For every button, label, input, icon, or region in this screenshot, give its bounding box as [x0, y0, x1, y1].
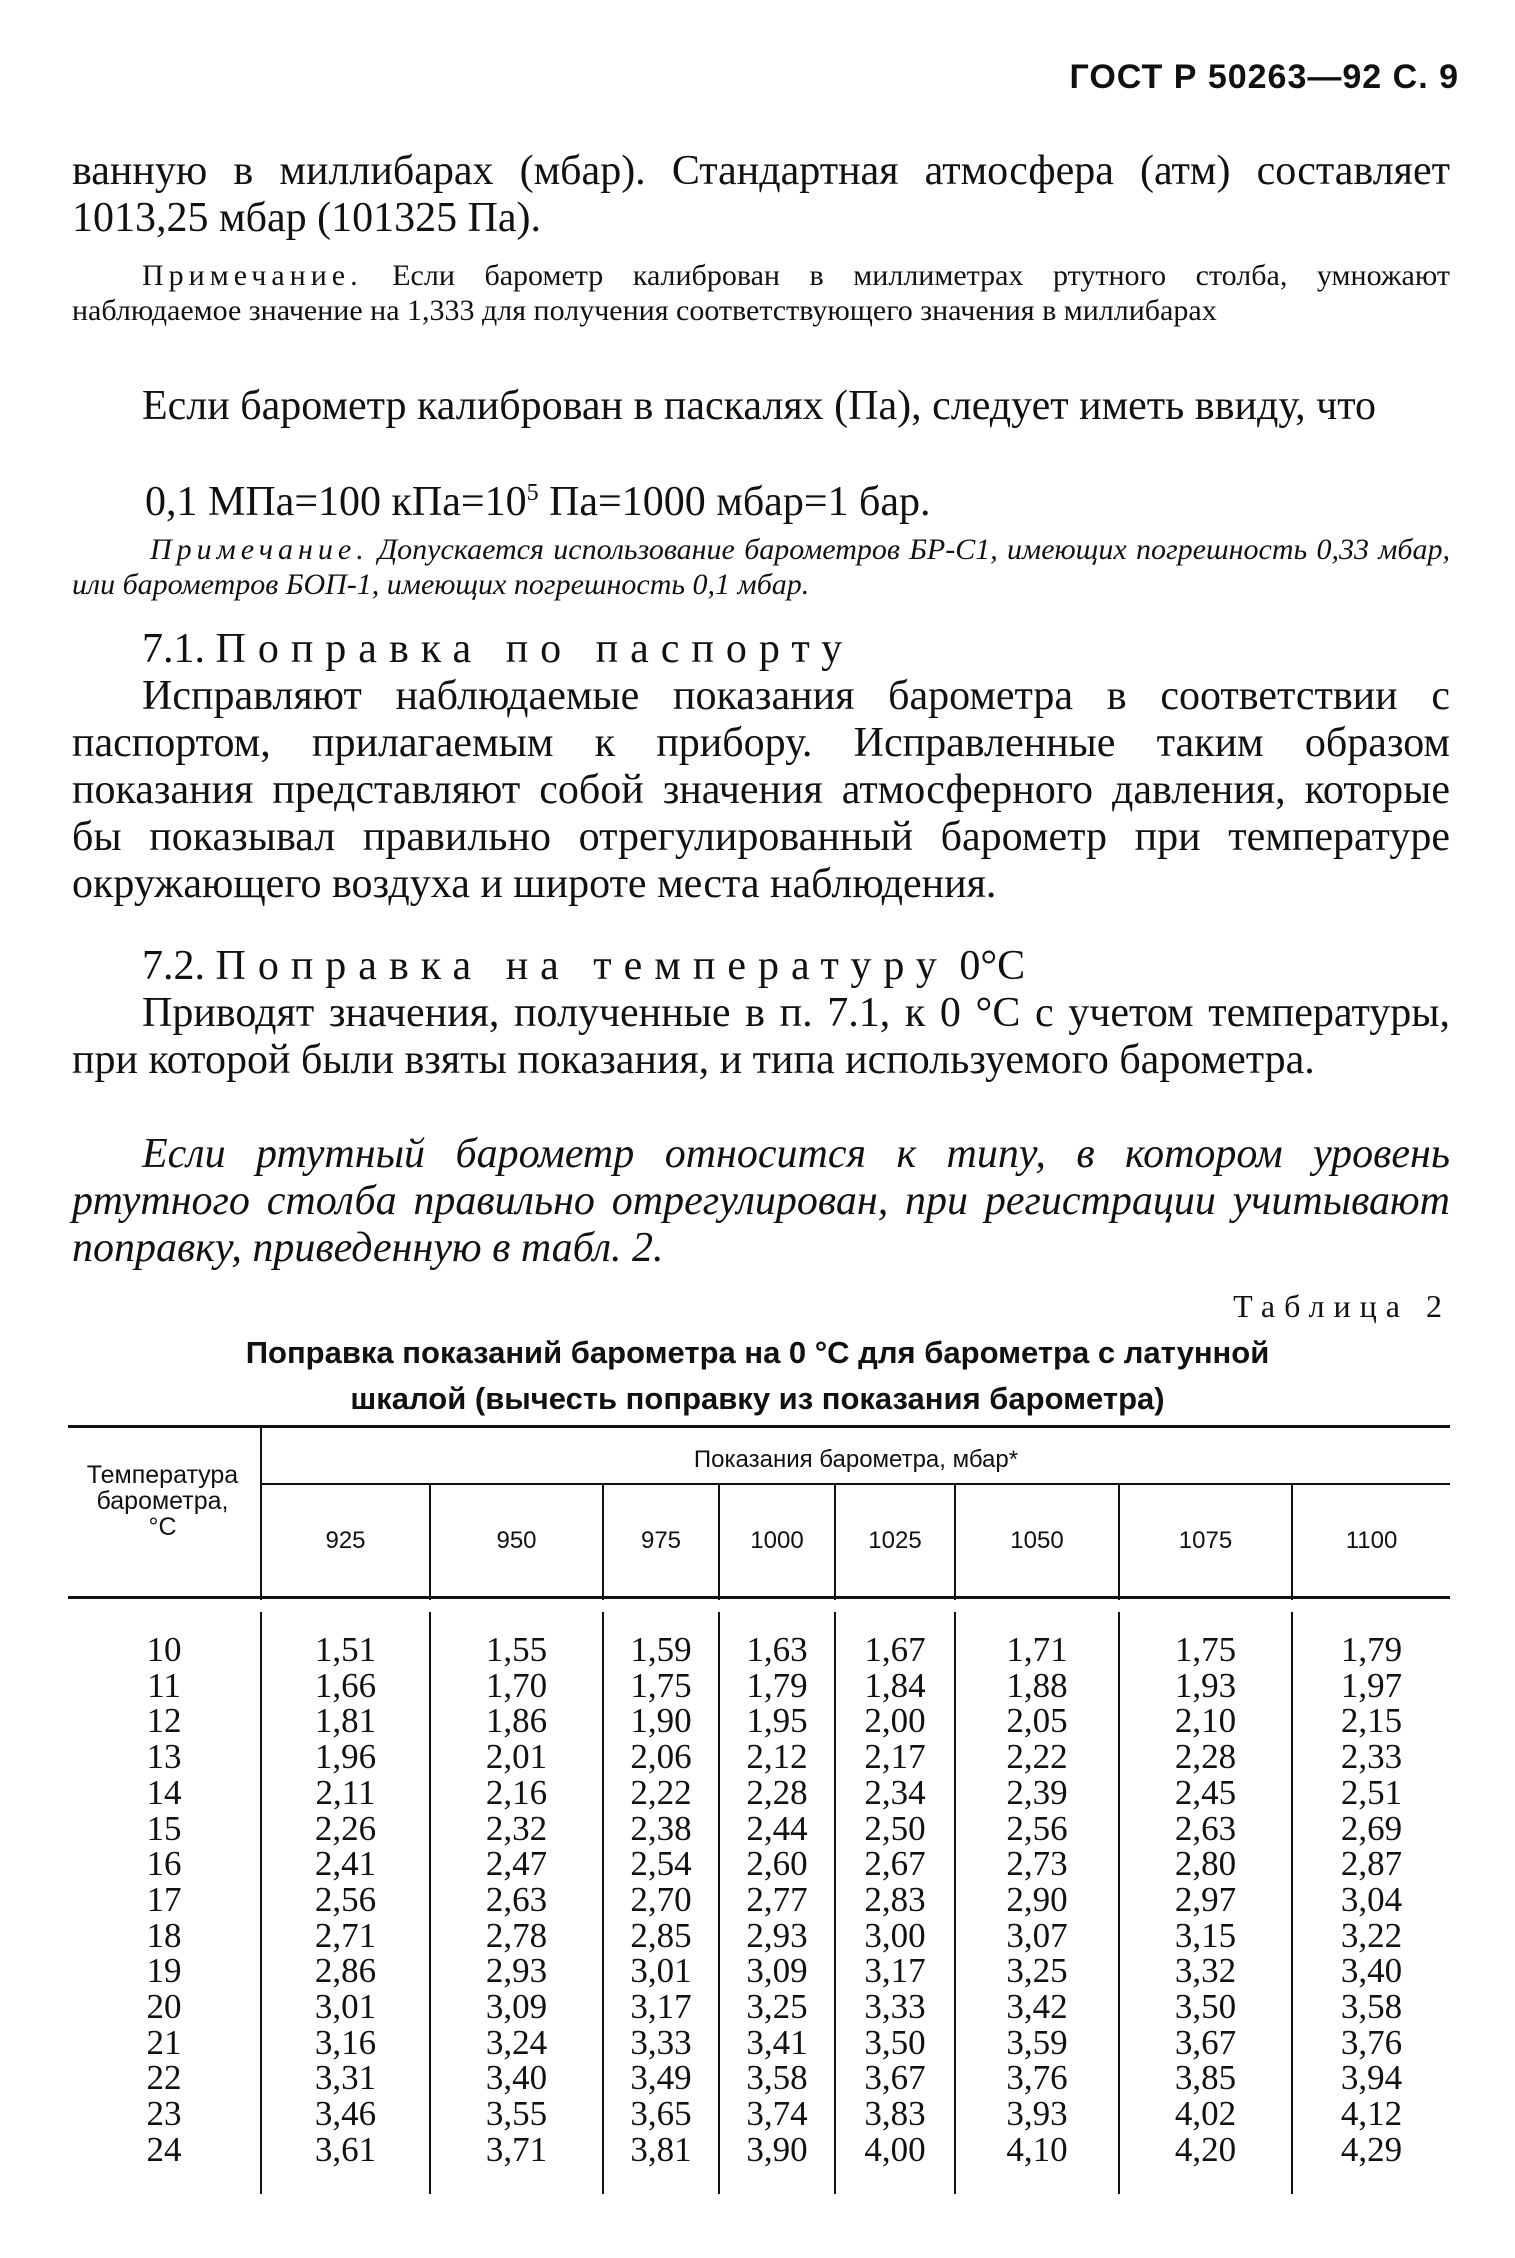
note-barometer-text: Допускается использование барометров БР-С1, имеющих погрешность 0,33 мбар, или барометров БОП-1, имеющих погрешность 0,1 мбар. — [72, 533, 1451, 601]
table-value-cell: 3,09 — [746, 1951, 808, 1991]
table-temperature-cell: 18 — [146, 1915, 182, 1955]
paragraph-standard-atmosphere: ванную в миллибарах (мбар). Стандартная атмосфера (атм) составляет 1013,25 мбар (101325 Па). — [72, 148, 1450, 241]
table-value-cell: 3,67 — [1174, 2022, 1237, 2062]
table-value-cell: 1,93 — [1174, 1665, 1237, 1705]
table-value-cell: 2,63 — [485, 1879, 548, 1919]
section-7-2-italic-text: Если ртутный барометр относится к типу, в котором уровень ртутного столба правильно отрегулирован, при регистрации учитывают поправку, приведенную в табл. 2. — [72, 1131, 1450, 1271]
section-7-2-text: Приводят значения, полученные в п. 7.1, к 0 °С с учетом температуры, при которой были взяты показания, и типа используемого барометра. — [72, 990, 1450, 1083]
table-value-cell: 2,83 — [864, 1879, 926, 1919]
table-value-cell: 1,70 — [485, 1665, 548, 1705]
column-header-1050: 1050 — [1010, 1527, 1064, 1554]
column-header-975: 975 — [640, 1527, 682, 1554]
note-mercury-label: Примечание. — [142, 259, 363, 292]
table-value-cell: 3,17 — [864, 1951, 926, 1991]
table-value-cell: 3,09 — [485, 1987, 548, 2026]
table-temperature-cell: 12 — [146, 1701, 182, 1741]
table-temperature-cell: 16 — [146, 1844, 182, 1884]
table-value-cell: 1,66 — [314, 1665, 377, 1705]
table-value-cell: 3,90 — [746, 2129, 808, 2169]
table-value-cell: 3,59 — [1006, 2022, 1068, 2062]
table-value-cell: 1,96 — [314, 1737, 377, 1777]
table-value-cell: 1,67 — [864, 1630, 926, 1669]
table-value-cell: 3,67 — [864, 2058, 926, 2098]
table-value-cell: 3,41 — [746, 2022, 808, 2062]
table-value-cell: 2,63 — [1174, 1808, 1237, 1848]
table-value-cell: 2,05 — [1006, 1701, 1068, 1741]
table-value-cell: 2,33 — [1340, 1737, 1403, 1777]
section-7-2-heading — [142, 943, 1442, 990]
table-value-cell: 3,25 — [1006, 1951, 1068, 1991]
table-value-cell: 3,94 — [1340, 2058, 1403, 2098]
table-title-line1: Поправка показаний барометра на 0 °С для барометра с латунной — [245, 1335, 1270, 1370]
section-7-2-title: Поправка на температуру — [215, 943, 949, 989]
table-value-cell: 4,00 — [864, 2129, 926, 2169]
table-value-cell: 2,77 — [746, 1879, 808, 1919]
table-value-cell: 3,01 — [630, 1951, 692, 1991]
column-header-1100: 1100 — [1345, 1527, 1398, 1554]
table-value-cell: 3,31 — [314, 2058, 377, 2098]
table-value-cell: 2,69 — [1340, 1808, 1403, 1848]
table-value-cell: 3,46 — [314, 2094, 377, 2134]
table-temperature-cell: 23 — [146, 2094, 182, 2134]
table-value-cell: 3,17 — [630, 1987, 692, 2026]
table-value-cell: 1,55 — [485, 1630, 548, 1669]
table-value-cell: 2,06 — [630, 1737, 692, 1777]
table-value-cell: 3,01 — [314, 1987, 377, 2026]
paragraph-pascal: Если барометр калиброван в паскалях (Па), следует иметь ввиду, что — [142, 383, 1377, 429]
table-value-cell: 2,32 — [485, 1808, 548, 1848]
table-value-cell: 2,10 — [1174, 1701, 1237, 1741]
table-value-cell: 3,50 — [1174, 1987, 1237, 2026]
table-value-cell: 3,81 — [630, 2129, 692, 2169]
table-value-cell: 2,97 — [1174, 1879, 1237, 1919]
section-7-1-number: 7.1. — [142, 626, 205, 672]
table-header-bottom-rule — [68, 1596, 1450, 1599]
table-value-cell: 3,15 — [1174, 1915, 1237, 1955]
table-value-cell: 3,55 — [485, 2094, 548, 2134]
table-value-cell: 2,15 — [1340, 1701, 1403, 1741]
table-value-cell: 2,45 — [1174, 1772, 1237, 1812]
formula-part2: Па=1000 мбар=1 бар. — [538, 479, 931, 525]
table-value-cell: 2,12 — [746, 1737, 808, 1777]
formula-part1: 0,1 МПа=100 кПа=10 — [145, 479, 527, 525]
table-value-cell: 1,97 — [1340, 1665, 1403, 1705]
table-value-cell: 2,85 — [630, 1915, 692, 1955]
note-mercury — [72, 258, 1450, 328]
table-value-cell: 3,49 — [630, 2058, 692, 2098]
table-value-cell: 1,59 — [630, 1630, 692, 1669]
table-value-cell: 3,42 — [1006, 1987, 1068, 2026]
table-value-cell: 2,22 — [1006, 1737, 1068, 1777]
table-value-cell: 3,33 — [864, 1987, 926, 2026]
table-value-cell: 1,79 — [746, 1665, 808, 1705]
table-value-cell: 3,50 — [864, 2022, 926, 2062]
table-temperature-cell: 20 — [146, 1987, 182, 2026]
table-top-rule — [68, 1425, 1450, 1428]
table-value-cell: 2,41 — [314, 1844, 377, 1884]
table-temperature-cell: 14 — [146, 1772, 182, 1812]
column-header-1025: 1025 — [868, 1527, 922, 1554]
table-value-cell: 3,76 — [1006, 2058, 1068, 2098]
table-value-cell: 2,51 — [1340, 1772, 1403, 1812]
table-label: Таблица 2 — [1233, 1288, 1451, 1324]
formula-exponent: 5 — [526, 480, 539, 506]
table-value-cell: 3,07 — [1006, 1915, 1068, 1955]
table-value-cell: 2,28 — [746, 1772, 808, 1812]
table-value-cell: 2,34 — [864, 1772, 926, 1812]
table-value-cell: 4,10 — [1006, 2129, 1068, 2169]
note-mercury-text: Если барометр калиброван в миллиметрах ртутного столба, умножают наблюдаемое значение на 1,333 для получения соответствующего значения в миллибарах — [72, 259, 1450, 327]
table-value-cell: 2,73 — [1006, 1844, 1068, 1884]
table-value-cell: 2,28 — [1174, 1737, 1237, 1777]
table-value-cell: 3,40 — [485, 2058, 548, 2098]
table-value-cell: 3,65 — [630, 2094, 692, 2134]
table-value-cell: 1,63 — [746, 1630, 808, 1669]
section-7-1-text: Исправляют наблюдаемые показания барометра в соответствии с паспортом, прилагаемым к прибору. Исправленные таким образом показания представляют собой значения атмосферного давления, которые бы показывал правильно отрегулированный барометр при температуре окружающего воздуха и широте места наблюдения. — [72, 673, 1450, 907]
table-value-cell: 2,26 — [314, 1808, 377, 1848]
table-value-cell: 1,90 — [630, 1701, 692, 1741]
formula-pressure-units — [145, 470, 931, 526]
table-value-cell: 1,75 — [1174, 1630, 1237, 1669]
section-7-2-title-tail: 0°C — [959, 943, 1026, 989]
table-temperature-cell: 17 — [146, 1879, 182, 1919]
table-value-cell: 2,39 — [1006, 1772, 1068, 1812]
table-value-cell: 3,32 — [1174, 1951, 1237, 1991]
table-value-cell: 3,04 — [1340, 1879, 1403, 1919]
table-value-cell: 1,51 — [314, 1630, 377, 1669]
table-temperature-cell: 19 — [146, 1951, 182, 1991]
table-value-cell: 2,44 — [746, 1808, 808, 1848]
table-value-cell: 2,47 — [485, 1844, 548, 1884]
table-value-cell: 2,00 — [864, 1701, 926, 1741]
table-value-cell: 1,84 — [864, 1665, 926, 1705]
table-value-cell: 2,16 — [485, 1772, 548, 1812]
table-value-cell: 1,86 — [485, 1701, 548, 1741]
table-value-cell: 3,58 — [1340, 1987, 1403, 2026]
table-value-cell: 3,25 — [746, 1987, 808, 2026]
table-value-cell: 3,71 — [485, 2129, 548, 2169]
table-value-cell: 2,67 — [864, 1844, 926, 1884]
table-value-cell: 2,22 — [630, 1772, 692, 1812]
table-value-cell: 2,11 — [315, 1772, 376, 1812]
table-value-cell: 2,87 — [1340, 1844, 1403, 1884]
table-value-cell: 4,12 — [1340, 2094, 1403, 2134]
table-group-rule — [262, 1483, 1450, 1485]
table-temperature-cell: 11 — [147, 1665, 181, 1705]
table-temperature-cell: 24 — [146, 2129, 182, 2169]
table-value-cell: 1,81 — [314, 1701, 377, 1741]
table-temperature-cell: 10 — [146, 1630, 182, 1669]
table-value-cell: 3,93 — [1006, 2094, 1068, 2134]
table-value-cell: 3,76 — [1340, 2022, 1403, 2062]
table-value-cell: 2,71 — [314, 1915, 377, 1955]
table-value-cell: 3,24 — [485, 2022, 548, 2062]
table-value-cell: 3,40 — [1340, 1951, 1403, 1991]
table-value-cell: 3,22 — [1340, 1915, 1403, 1955]
table-value-cell: 1,71 — [1006, 1630, 1068, 1669]
column-header-1075: 1075 — [1178, 1527, 1233, 1554]
table-value-cell: 2,80 — [1174, 1844, 1237, 1884]
table-value-cell: 3,16 — [314, 2022, 377, 2062]
table-value-cell: 2,38 — [630, 1808, 692, 1848]
table-temperature-cell: 13 — [146, 1737, 182, 1777]
page-header: ГОСТ Р 50263—92 С. 9 — [1069, 58, 1459, 96]
table-value-cell: 1,88 — [1006, 1665, 1068, 1705]
section-7-1-heading — [142, 626, 1442, 673]
table-temperature-cell: 22 — [146, 2058, 182, 2098]
column-header-1000: 1000 — [750, 1527, 804, 1554]
table-value-cell: 3,85 — [1174, 2058, 1237, 2098]
table-value-cell: 2,54 — [630, 1844, 692, 1884]
column-header-950: 950 — [496, 1527, 537, 1554]
section-7-2-number: 7.2. — [142, 943, 205, 989]
table-value-cell: 3,74 — [746, 2094, 808, 2134]
table-value-cell: 2,70 — [630, 1879, 692, 1919]
table-value-cell: 3,83 — [864, 2094, 926, 2134]
column-header-925: 925 — [325, 1527, 366, 1554]
table-group-header: Показания барометра, мбар* — [693, 1446, 1019, 1473]
table-title-line2: шкалой (вычесть поправку из показания барометра) — [350, 1381, 1165, 1416]
table-stub-header: Температура барометра, °С — [86, 1461, 239, 1541]
table-temperature-cell: 15 — [146, 1808, 182, 1848]
table-value-cell: 2,01 — [485, 1737, 548, 1777]
table-value-cell: 4,20 — [1174, 2129, 1237, 2169]
table-value-cell: 2,56 — [314, 1879, 377, 1919]
table-value-cell: 3,00 — [864, 1915, 926, 1955]
section-7-1-title: Поправка по паспорту — [215, 626, 855, 672]
table-value-cell: 2,90 — [1006, 1879, 1068, 1919]
table-value-cell: 3,33 — [630, 2022, 692, 2062]
table-value-cell: 3,58 — [746, 2058, 808, 2098]
table-value-cell: 2,60 — [746, 1844, 808, 1884]
table-title — [0, 1330, 1515, 1422]
table-value-cell: 2,56 — [1006, 1808, 1068, 1848]
note-barometer-label: Примечание. — [150, 533, 369, 566]
table-value-cell: 2,78 — [485, 1915, 548, 1955]
table-temperature-cell: 21 — [146, 2022, 182, 2062]
table-value-cell: 4,02 — [1174, 2094, 1237, 2134]
table-value-cell: 2,86 — [314, 1951, 377, 1991]
table-value-cell: 2,50 — [864, 1808, 926, 1848]
table-value-cell: 1,95 — [746, 1701, 808, 1741]
table-value-cell: 3,61 — [314, 2129, 377, 2169]
table-value-cell: 2,93 — [746, 1915, 808, 1955]
table-value-cell: 2,17 — [864, 1737, 926, 1777]
table-value-cell: 1,75 — [630, 1665, 692, 1705]
note-barometer-types — [72, 532, 1450, 602]
table-value-cell: 2,93 — [485, 1951, 548, 1991]
table-value-cell: 4,29 — [1340, 2129, 1403, 2169]
table-value-cell: 1,79 — [1340, 1630, 1403, 1669]
